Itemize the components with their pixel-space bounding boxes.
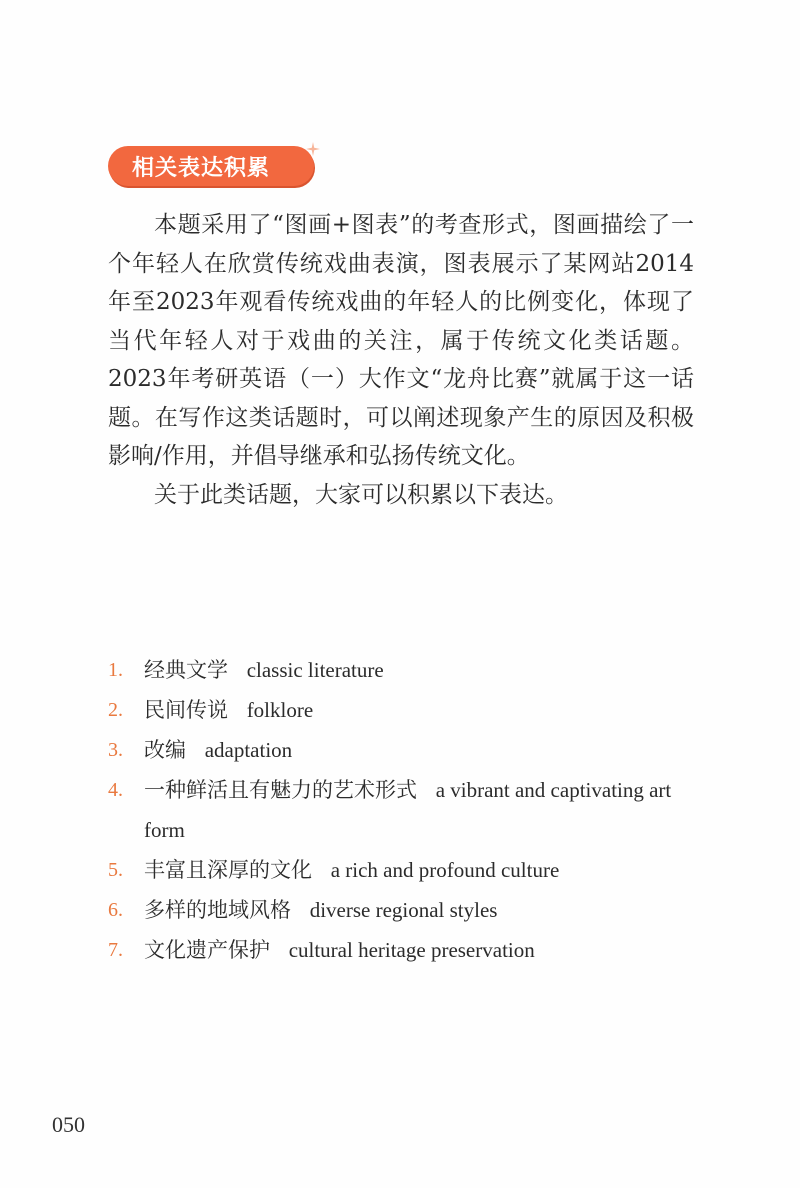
list-item-english: cultural heritage preservation — [288, 938, 535, 962]
body-paragraph: 本题采用了“图画+图表”的考查形式，图画描绘了一个年轻人在欣赏传统戏曲表演，图表展示了某网站2014年至2023年观看传统戏曲的年轻人的比例变化，体现了当代年轻人对于戏曲的关注，属于传统文化类话题。2023年考研英语（一）大作文“龙舟比赛”就属于这一话题。在写作这类话题时，可以阐述现象产生的原因及积极影响/作用，并倡导继承和弘扬传统文化。 — [108, 212, 694, 469]
list-item-chinese: 文化遗产保护 — [144, 938, 270, 962]
list-item-number: 4. — [108, 779, 123, 801]
section-header — [108, 146, 322, 186]
list-item — [108, 690, 708, 730]
list-item-number: 7. — [108, 939, 123, 961]
list-item-number: 1. — [108, 659, 123, 681]
list-item-chinese: 丰富且深厚的文化 — [144, 858, 312, 882]
list-item-english: folklore — [246, 698, 314, 722]
list-item — [108, 730, 708, 770]
list-item-number: 3. — [108, 739, 123, 761]
list-item — [108, 930, 708, 970]
list-item — [108, 650, 708, 690]
list-item — [108, 850, 708, 890]
list-item-english: adaptation — [204, 738, 293, 762]
list-item-chinese: 一种鲜活且有魅力的艺术形式 — [144, 778, 417, 802]
body-paragraph: 关于此类话题，大家可以积累以下表达。 — [154, 481, 568, 508]
page-number: 050 — [52, 1112, 85, 1137]
list-item-chinese: 多样的地域风格 — [144, 898, 291, 922]
list-item-english: a vibrant and captivating art form — [144, 778, 672, 842]
list-item — [108, 890, 708, 930]
list-item-chinese: 民间传说 — [144, 698, 228, 722]
list-item-english: classic literature — [246, 658, 384, 682]
list-item-number: 5. — [108, 859, 123, 881]
sparkle-icon — [306, 142, 320, 156]
list-item — [108, 770, 708, 850]
list-item-number: 2. — [108, 699, 123, 721]
list-item-number: 6. — [108, 899, 123, 921]
list-item-chinese: 改编 — [144, 738, 186, 762]
list-item-english: diverse regional styles — [309, 898, 498, 922]
section-header-title: 相关表达积累 — [132, 156, 271, 181]
body-text — [108, 206, 694, 514]
list-item-chinese: 经典文学 — [144, 658, 228, 682]
expression-list — [108, 650, 708, 970]
list-item-english: a rich and profound culture — [330, 858, 560, 882]
